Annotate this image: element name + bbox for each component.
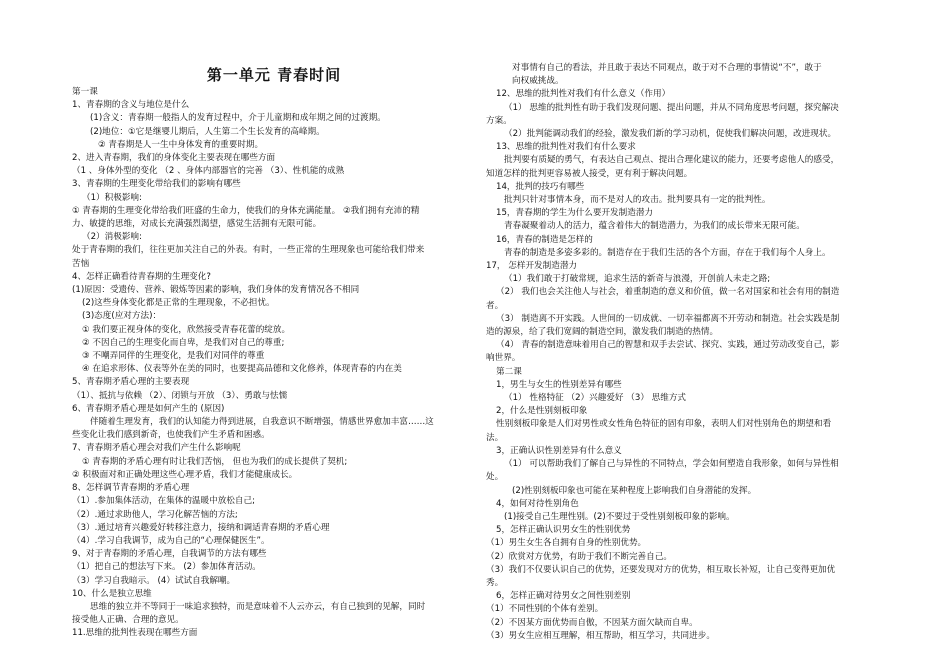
right-text-line: 对事情有自己的看法，并且敢于表达不同观点，敢于对不合理的事情说“不”，敢于 <box>512 63 822 73</box>
right-text-line: 17， 怎样开发制造潜力 <box>486 261 578 272</box>
left-text-line: 处于青春期的我们，往往更加关注自己的外表。有时，一些正常的生理现象也可能给我们带来 <box>72 245 425 256</box>
left-text-line: 9、对于青春期的矛盾心理，自我调节的方法有哪些 <box>72 549 267 560</box>
right-text-line: （1）男生女生各自拥有自身的性别优势。 <box>486 538 647 549</box>
left-text-line: （3）学习自我暗示。 (4）试试自我解嘲。 <box>72 575 236 586</box>
left-text-line: （1）.参加集体活动，在集体的温暖中放松自己; <box>72 496 255 507</box>
left-text-line: ② 青春期是人一生中身体发育的重要时期。 <box>98 139 264 150</box>
left-text-line: 3、青春期的生理变化带给我们的影响有哪些 <box>72 179 241 190</box>
right-text-line: 第二课 <box>496 366 522 377</box>
right-text-line: （1）我们敢于打破常规，追求生活的新奇与浪漫，开创前人未走之路; <box>504 274 771 285</box>
right-text-line: 向权威挑战。 <box>512 76 564 87</box>
left-text-line: ① 青春期的矛盾心理有时让我们苦恼， 但也为我们的成长提供了契机; <box>82 456 348 467</box>
right-text-line: 12、思维的批判性对我们有什么意义（作用） <box>496 89 671 100</box>
left-text-line: ② 积极面对和正确处理这些心理矛盾，我们才能健康成长。 <box>72 469 298 480</box>
left-text-line: 8、怎样调节青春期的矛盾心理 <box>72 483 190 494</box>
right-text-line: （2）欣赏对方优势，有助于我们不断完善自己。 <box>486 551 672 562</box>
right-text-line: 5，怎样正确认识男女生的性别优势 <box>496 525 631 536</box>
left-text-line: (3)态度(应对方法)： <box>82 311 162 322</box>
right-text-line: 法。 <box>486 432 504 443</box>
right-text-line: 造的源泉，给了我们宽阔的制造空间，激发我们制造的热情。 <box>486 327 719 338</box>
right-text-line: （1） 性格特征 （2）兴趣爱好 （3） 思维方式 <box>504 393 687 404</box>
left-text-line: 7、青春期矛盾心理会对我们产生什么影响呢 <box>72 443 241 454</box>
right-text-line: （3）男女生应相互理解，相互帮助，相互学习，共同进步。 <box>486 630 715 641</box>
left-text-line: ④ 在追求形体、仪表等外在美的同时，也要提高品德和文化修养，体现青春的内在美 <box>82 364 402 375</box>
right-text-line: 批判要有质疑的勇气，有表达自己观点、提出合理化建议的能力，还要考虑他人的感受， <box>504 155 840 166</box>
right-text-line: 青春凝聚着动人的活力，蕴含着伟大的制造潜力，为我们的成长带来无限可能。 <box>504 221 805 232</box>
right-column <box>486 62 886 643</box>
left-text-line: （4）.学习自我调节，成为自己的“心理保健医生”。 <box>72 535 270 546</box>
right-text-line: （3）我们不仅要认识自己的优势，还要发现对方的优势，相互取长补短，让自己变得更加优 <box>486 564 836 575</box>
right-text-line: 处。 <box>486 472 504 483</box>
left-text-line: （2）.通过求助他人，学习化解苦恼的方法; <box>72 509 238 520</box>
left-text-line: ① 我们要正视身体的变化，欣然接受青春花蕾的绽放。 <box>82 324 291 335</box>
left-text-line: 苦恼 <box>72 258 90 269</box>
right-text-line: 15，青春期的学生为什么要开发制造潜力 <box>496 208 654 219</box>
right-text-line: （3） 制造离不开实践。人世间的一切成就、一切幸福都离不开劳动和制造。社会实践是制 <box>496 313 840 324</box>
left-text-line: （2）消极影响: <box>82 232 142 243</box>
right-text-line: （1）不同性别的个体有差别。 <box>486 604 604 615</box>
left-text-line: ② 不因自己的生理变化而自卑，是我们对自己的尊重; <box>82 337 285 348</box>
right-text-line: 者。 <box>486 300 504 311</box>
right-text-line: 方案。 <box>486 115 512 126</box>
right-text-line: 响世界。 <box>486 353 521 364</box>
left-text-line: 6、青春期矛盾心理是如何产生的 (原因) <box>72 403 225 414</box>
left-text-line: 1、青春期的含义与地位是什么 <box>72 100 190 111</box>
left-text-line: 些变化让我们感到新奇，也使我们产生矛盾和困惑。 <box>72 430 270 441</box>
right-text-line: 3，正确认识性别差异有什么意义 <box>496 445 622 456</box>
right-text-line: 13、思维的批判性对我们有什么要求 <box>496 142 636 153</box>
right-text-line: 6，怎样正确对待男女之间性别差别 <box>496 591 631 602</box>
right-text-line: （1） 可以帮助我们了解自己与异性的不同特点，学会如何塑造自我形象，如何与异性相 <box>504 459 839 470</box>
left-text-line: （3）.通过培育兴趣爱好转移注意力，接纳和调适青春期的矛盾心理 <box>72 522 330 533</box>
left-text-line: (2)地位：①它是继婴儿期后，人生第二个生长发育的高峰期。 <box>90 126 325 137</box>
right-text-line: 批判只针对事情本身，而不是对人的攻击。批判要具有一定的批判性。 <box>504 195 771 206</box>
left-text-line: （1）积极影响: <box>82 192 142 203</box>
left-text-line: 11.思维的批判性表现在哪些方面 <box>72 628 198 639</box>
page-title: 第一单元 青春时间 <box>206 66 342 84</box>
right-text-line: （2） 我们也会关注他人与社会，着重制造的意义和价值，做一名对国家和社会有用的制造 <box>496 287 840 298</box>
left-text-line: (1)含义：青春期一般指人的发育过程中，介于儿童期和成年期之间的过渡期。 <box>90 113 386 124</box>
right-text-line: 1，男生与女生的性别差异有哪些 <box>496 379 622 390</box>
right-text-line: （2）批判能调动我们的经验，激发我们新的学习动机，促使我们解决问题，改进现状。 <box>504 129 837 140</box>
right-text-line: 2，什么是性别刻板印象 <box>496 406 588 417</box>
left-text-line: (2)这些身体变化都是正常的生理现象，不必担忧。 <box>82 298 275 309</box>
left-text-line: ③ 不嘲弄同伴的生理变化，是我们对同伴的尊重 <box>82 351 265 362</box>
right-text-line: 4，如何对待性别角色 <box>496 498 579 509</box>
right-text-line: (2)性别刻板印象也可能在某种程度上影响我们自身潜能的发挥。 <box>512 485 757 496</box>
left-text-line: 4、怎样正确看待青春期的生理变化? <box>72 271 211 282</box>
left-text-line: 力、敏捷的思维，对成长充满强烈渴望，感觉生活拥有无限可能。 <box>72 219 322 230</box>
left-text-line: （1）把自己的想法写下来。 (2）参加体育活动。 <box>72 562 261 573</box>
left-text-line: 2、进入青春期，我们的身体变化主要表现在哪些方面 <box>72 153 276 164</box>
left-text-line: (1)原因：受遗传、营养、锻炼等因素的影响，我们身体的发育情况各不相同 <box>72 285 360 296</box>
right-text-line: 青春的制造是多姿多彩的。制造存在于我们生活的各个方面，存在于我们每个人身上。 <box>504 247 831 258</box>
right-text-line: 14，批判的技巧有哪些 <box>496 181 585 192</box>
left-text-line: （1）、抵抗与依赖 （2）、闭锁与开放 （3）、勇敢与怯懦 <box>72 390 288 401</box>
left-text-line: 伴随着生理发育，我们的认知能力得到进展，自我意识不断增强，情感世界愈加丰富……这 <box>90 417 434 428</box>
left-text-line: 思维的独立并不等同于一味追求独特，而是意味着不人云亦云，有自己独到的见解，同时 <box>90 601 426 612</box>
left-column <box>72 86 476 641</box>
right-text-line: （2）不因某方面优势而自傲，不因某方面欠缺而自卑。 <box>486 617 698 628</box>
left-text-line: （1 、身体外型的变化 （2 、身体内部器官的完善 （3）、性机能的成熟 <box>72 166 345 177</box>
left-text-line: 第一课 <box>72 87 98 97</box>
right-text-line: （1） 思维的批判性有助于我们发现问题、提出问题，并从不同角度思考问题，探究解决 <box>504 102 839 113</box>
left-text-line: 5、青春期矛盾心理的主要表现 <box>72 377 190 388</box>
right-text-line: (1)接受自己生理性别。(2)不要过于受性别刻板印象的影响。 <box>504 511 735 522</box>
right-text-line: 秀。 <box>486 577 504 588</box>
left-text-line: ① 青春期的生理变化带给我们旺盛的生命力，使我们的身体充满能量。 ②我们拥有充沛的精 <box>72 205 420 216</box>
right-text-line: 知道怎样的批判更容易被人接受，更有利于解决问题。 <box>486 168 693 179</box>
right-text-line: （4） 青春的制造意味着用自己的智慧和双手去尝试、探究、实践，通过劳动改变自己，影 <box>496 340 840 351</box>
left-text-line: 接受他人正确、合理的意见。 <box>72 615 184 626</box>
left-text-line: 10、什么是独立思维 <box>72 588 152 599</box>
right-text-line: 16，青春的制造是怎样的 <box>496 234 593 245</box>
right-text-line: 性别刻板印象是人们对男性或女性角色特征的固有印象，表明人们对性别角色的期望和看 <box>496 419 832 430</box>
